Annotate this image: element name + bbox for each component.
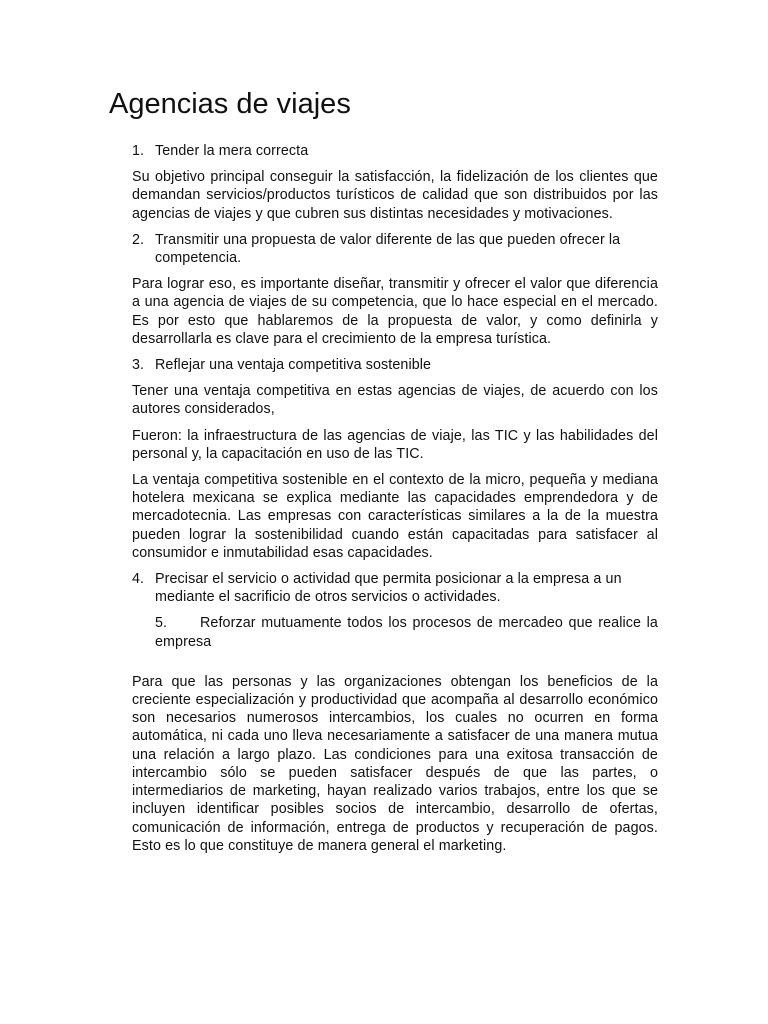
list-text: Transmitir una propuesta de valor diferente de las que pueden ofrecer la competencia. xyxy=(155,231,621,267)
paragraph-2: Para lograr eso, es importante diseñar, transmitir y ofrecer el valor que diferencia a una agencia de viajes de su competencia, que lo hace especial en el mercado. Es por esto que hablaremos de la propuesta de valor, y como definirla y desarrollarla es clave para el crecimiento de la empresa turística. xyxy=(132,276,658,347)
list-item-2 xyxy=(132,231,658,267)
list-number: 3. xyxy=(132,357,145,374)
list-text: Tender la mera correcta xyxy=(155,143,309,159)
page-title: Agencias de viajes xyxy=(109,88,351,120)
list-item-4 xyxy=(132,570,658,606)
list-text: Precisar el servicio o actividad que permita posicionar a la empresa a un mediante el sacrificio de otros servicios o actividades. xyxy=(155,571,622,606)
list-item-3 xyxy=(132,356,658,374)
document-body xyxy=(132,142,658,863)
paragraph-3: Tener una ventaja competitiva en estas agencias de viajes, de acuerdo con los autores considerados, xyxy=(132,383,658,418)
paragraph-1: Su objetivo principal conseguir la satisfacción, la fidelización de los clientes que demandan servicios/productos turísticos de calidad que son distribuidos por las agencias de viajes y que cubren sus distintas necesidades y motivaciones. xyxy=(132,169,658,222)
list-number: 2. xyxy=(132,231,145,248)
list-number: 5. xyxy=(155,615,168,632)
list-text: Reflejar una ventaja competitiva sostenible xyxy=(155,357,432,374)
list-text: Reforzar mutuamente todos los procesos de mercadeo que realice la empresa xyxy=(155,615,658,650)
paragraph-5: La ventaja competitiva sostenible en el contexto de la micro, pequeña y mediana hotelera mexicana se explica mediante las capacidades emprendedora y de mercadotecnia. Las empresas con características similares a la de la muestra pueden lograr la sostenibilidad cuando están capacitadas para satisfacer al consumidor e inmutabilidad esas capacidades. xyxy=(132,472,658,561)
paragraph-6: Para que las personas y las organizaciones obtengan los beneficios de la creciente especialización y productividad que acompaña al desarrollo económico son necesarios numerosos intercambios, los cuales no ocurren en forma automática, ni cada uno lleva necesariamente a satisfacer de una manera mutua una relación a largo plazo. Las condiciones para una exitosa transacción de intercambio sólo se pueden satisfacer después de que las partes, o intermediarios de marketing, hayan realizado varios trabajos, entre los que se incluyen identificar posibles socios de intercambio, desarrollo de ofertas, comunicación de información, entrega de productos y recuperación de pagos. Esto es lo que constituye de manera general el marketing. xyxy=(132,673,658,854)
list-number: 1. xyxy=(132,143,145,159)
list-number: 4. xyxy=(132,571,145,588)
list-item-1 xyxy=(132,142,658,160)
list-item-5 xyxy=(155,614,658,650)
paragraph-4: Fueron: la infraestructura de las agencias de viaje, las TIC y las habilidades del personal y, la capacitación en uso de las TIC. xyxy=(132,427,658,462)
